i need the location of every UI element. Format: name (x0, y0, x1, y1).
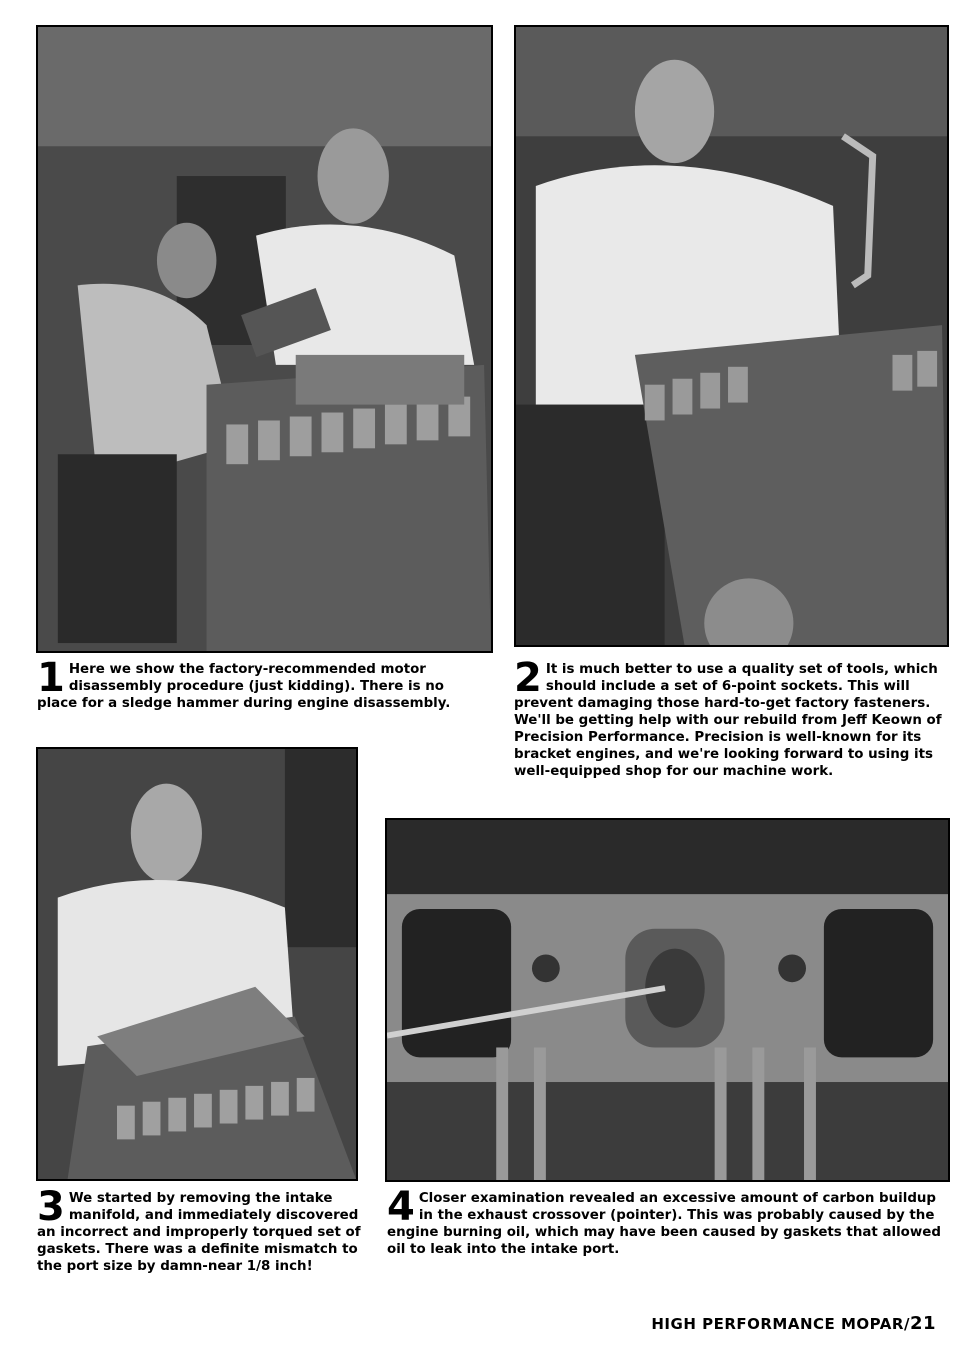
caption-3 (37, 1184, 362, 1275)
caption-2-text: It is much better to use a quality set of tools, which should include a set of 6-point sockets. This will prevent damaging those hard-to-get factory fasteners. We'll be getting help with our rebuild from Jeff Keown of Precision Performance. Precision is well-known for its bracket engines, and we're looking forward to using its well-equipped shop for our machine work. (514, 662, 942, 779)
photo-2-image (516, 27, 947, 645)
caption-4-text: Closer examination revealed an excessive amount of carbon buildup in the exhaust crossover (pointer). This was probably caused by the engine burning oil, which may have been caused by gaskets that allowed oil to leak into the intake port. (387, 1191, 941, 1257)
caption-4-number: 4 (387, 1184, 415, 1230)
caption-2-number: 2 (514, 655, 542, 701)
caption-4 (387, 1184, 952, 1258)
photo-2-quality-tools (514, 25, 949, 647)
photo-4-carbon-buildup (385, 818, 950, 1182)
page-footer (651, 1313, 936, 1334)
caption-2 (514, 655, 944, 780)
caption-1-number: 1 (37, 655, 65, 701)
photo-4-image (387, 820, 948, 1180)
photo-3-intake-removal (36, 747, 358, 1181)
photo-3-image (38, 749, 356, 1179)
caption-3-text: We started by removing the intake manifold, and immediately discovered an incorrect and improperly torqued set of gaskets. There was a definite mismatch to the port size by damn-near 1/8 inch! (37, 1191, 361, 1274)
photo-1-sledgehammer (36, 25, 493, 653)
caption-1 (37, 655, 457, 712)
page-number: 21 (909, 1313, 936, 1334)
caption-1-text: Here we show the factory-recommended motor disassembly procedure (just kidding). There is no place for a sledge hammer during engine disassembly. (37, 662, 451, 711)
photo-1-image (38, 27, 491, 651)
caption-3-number: 3 (37, 1184, 65, 1230)
magazine-name: HIGH PERFORMANCE MOPAR/ (651, 1315, 910, 1333)
